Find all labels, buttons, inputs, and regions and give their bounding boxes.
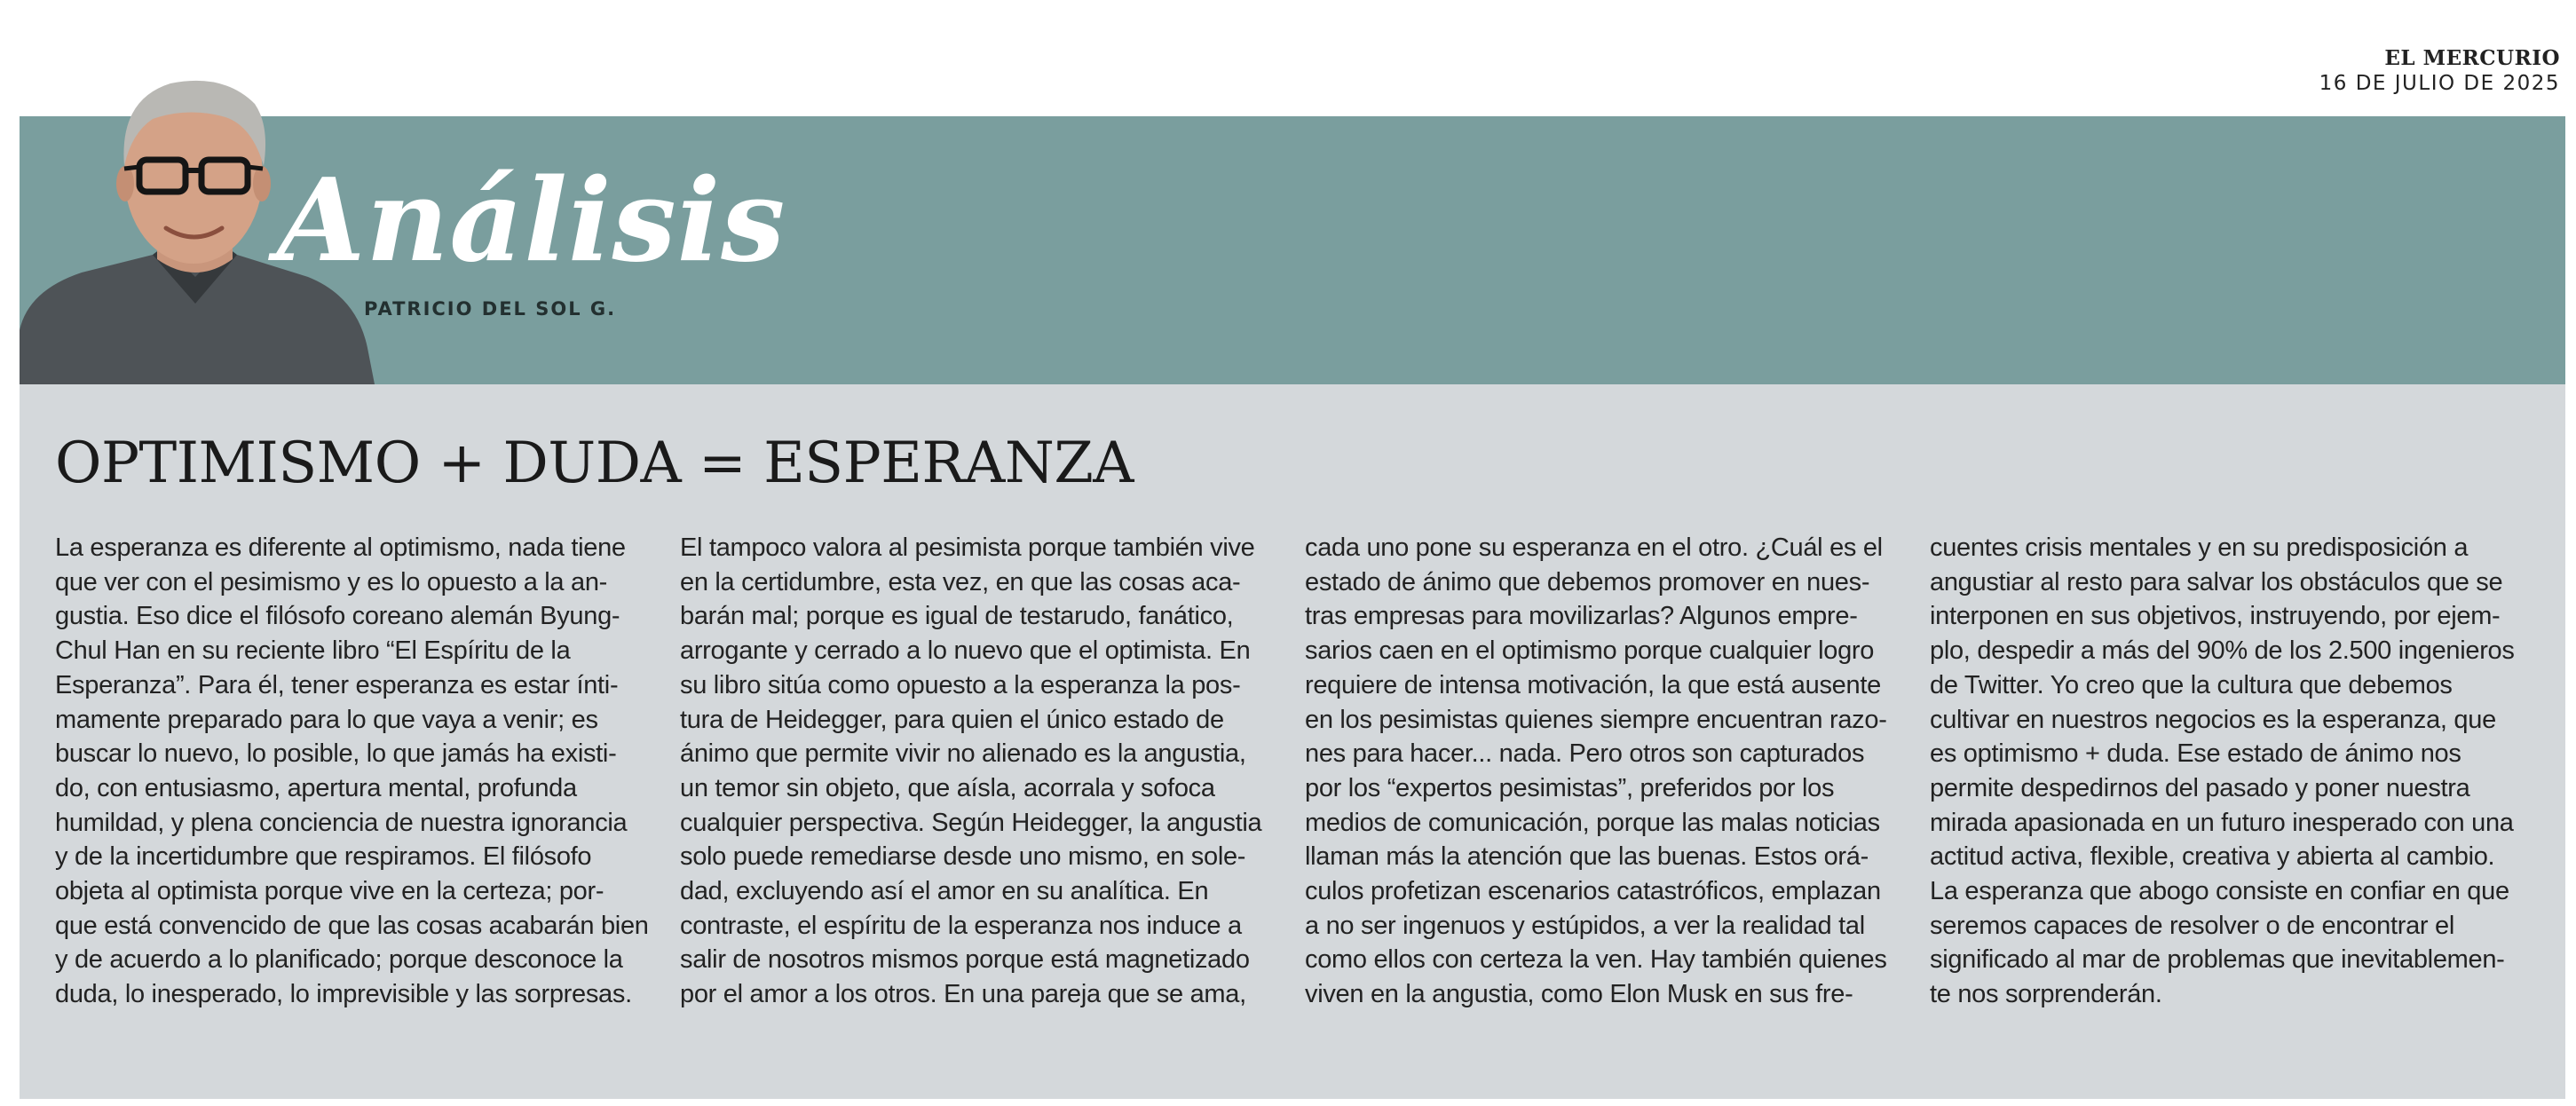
article-column-3: [1305, 531, 1900, 1012]
article-line: viven en la angustia, como Elon Musk en sus fre-: [1305, 980, 1853, 1009]
article-body: [55, 531, 2540, 1081]
masthead: [2319, 46, 2560, 95]
article-line: mirada apasionada en un futuro inesperado con una: [1930, 808, 2514, 837]
article-column-1: [55, 531, 650, 1012]
article-line: de Twitter. Yo creo que la cultura que debemos: [1930, 670, 2453, 699]
article-headline: OPTIMISMO + DUDA = ESPERANZA: [55, 431, 1134, 496]
article-line: un temor sin objeto, que aísla, acorrala y sofoca: [680, 773, 1215, 802]
article-line: cada uno pone su esperanza en el otro. ¿Cuál es el: [1305, 533, 1883, 562]
article-line: cuentes crisis mentales y en su predisposición a: [1930, 533, 2469, 562]
article-line: cultivar en nuestros negocios es la esperanza, que: [1930, 705, 2496, 734]
newspaper-name: EL MERCURIO: [2384, 46, 2560, 70]
article-line: es optimismo + duda. Ese estado de ánimo nos: [1930, 739, 2461, 769]
article-line: duda, lo inesperado, lo imprevisible y las sorpresas.: [55, 980, 632, 1009]
article-line: cualquier perspectiva. Según Heidegger, la angustia: [680, 808, 1262, 837]
article-line: en la certidumbre, esta vez, en que las cosas aca-: [680, 567, 1241, 596]
article-line: arrogante y cerrado a lo nuevo que el optimista. En: [680, 636, 1251, 666]
article-line: Esperanza”. Para él, tener esperanza es estar ínti-: [55, 670, 619, 699]
article-line: su libro sitúa como opuesto a la esperanza la pos-: [680, 670, 1241, 699]
article-line: significado al mar de problemas que inevitablemen-: [1930, 945, 2505, 975]
article-line: como ellos con certeza la ven. Hay también quienes: [1305, 945, 1887, 975]
article-line: Chul Han en su reciente libro “El Espíritu de la: [55, 636, 571, 666]
article-line: dad, excluyendo así el amor en su analítica. En: [680, 877, 1209, 906]
article-line: contraste, el espíritu de la esperanza nos induce a: [680, 911, 1242, 940]
article-line: requiere de intensa motivación, la que está ausente: [1305, 670, 1881, 699]
article-line: estado de ánimo que debemos promover en nues-: [1305, 567, 1870, 596]
article-line: a no ser ingenuos y estúpidos, a ver la realidad tal: [1305, 911, 1865, 940]
article-line: La esperanza que abogo consiste en confiar en que: [1930, 877, 2509, 906]
article-line: por el amor a los otros. En una pareja que se ama,: [680, 980, 1246, 1009]
article-line: El tampoco valora al pesimista porque también vive: [680, 533, 1255, 562]
article-line: llaman más la atención que las buenas. Estos orá-: [1305, 842, 1869, 872]
article-line: objeta al optimista porque vive en la certeza; por-: [55, 877, 604, 906]
article-line: tura de Heidegger, para quien el único estado de: [680, 705, 1224, 734]
article-line: que está convencido de que las cosas acabarán bien: [55, 911, 649, 940]
publication-date: 16 DE JULIO DE 2025: [2319, 72, 2560, 95]
article-line: y de acuerdo a lo planificado; porque desconoce la: [55, 945, 623, 975]
article-line: sarios caen en el optimismo porque cualquier logro: [1305, 636, 1875, 666]
article-line: plo, despedir a más del 90% de los 2.500 ingenieros: [1930, 636, 2515, 666]
article-panel: [20, 384, 2565, 1099]
article-line: mamente preparado para lo que vaya a venir; es: [55, 705, 598, 734]
article-line: humildad, y plena conciencia de nuestra ignorancia: [55, 808, 628, 837]
article-line: en los pesimistas quienes siempre encuentran razo-: [1305, 705, 1887, 734]
article-column-4: [1930, 531, 2525, 1012]
article-line: permite despedirnos del pasado y poner nuestra: [1930, 773, 2470, 802]
article-line: La esperanza es diferente al optimismo, nada tiene: [55, 533, 626, 562]
article-line: que ver con el pesimismo y es lo opuesto a la an-: [55, 567, 608, 596]
article-line: salir de nosotros mismos porque está magnetizado: [680, 945, 1250, 975]
article-line: interponen en sus objetivos, instruyendo, por ejem-: [1930, 602, 2501, 631]
article-line: ánimo que permite vivir no alienado es la angustia,: [680, 739, 1246, 769]
section-title: Análisis: [277, 154, 786, 288]
article-line: buscar lo nuevo, lo posible, lo que jamás ha existi-: [55, 739, 617, 769]
article-line: nes para hacer... nada. Pero otros son capturados: [1305, 739, 1865, 769]
article-line: tras empresas para movilizarlas? Algunos empre-: [1305, 602, 1858, 631]
article-line: culos profetizan escenarios catastróficos, emplazan: [1305, 877, 1881, 906]
article-line: do, con entusiasmo, apertura mental, profunda: [55, 773, 577, 802]
article-line: gustia. Eso dice el filósofo coreano alemán Byung-: [55, 602, 620, 631]
article-line: por los “expertos pesimistas”, preferidos por los: [1305, 773, 1835, 802]
author-byline: PATRICIO DEL SOL G.: [364, 298, 617, 320]
article-line: medios de comunicación, porque las malas noticias: [1305, 808, 1880, 837]
article-line: te nos sorprenderán.: [1930, 980, 2162, 1009]
article-line: barán mal; porque es igual de testarudo, fanático,: [680, 602, 1234, 631]
article-line: actitud activa, flexible, creativa y abierta al cambio.: [1930, 842, 2495, 872]
article-line: angustiar al resto para salvar los obstáculos que se: [1930, 567, 2503, 596]
article-line: y de la incertidumbre que respiramos. El filósofo: [55, 842, 592, 872]
article-column-2: [680, 531, 1275, 1012]
article-line: solo puede remediarse desde uno mismo, en sole-: [680, 842, 1246, 872]
article-line: seremos capaces de resolver o de encontrar el: [1930, 911, 2454, 940]
